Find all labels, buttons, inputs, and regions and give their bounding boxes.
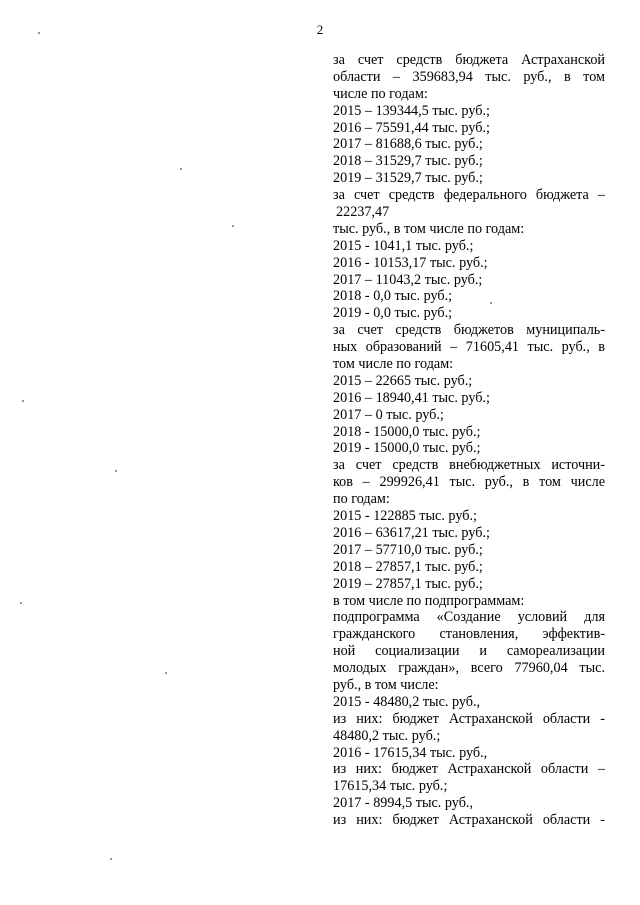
text-line: 2019 – 31529,7 тыс. руб.;	[333, 170, 483, 187]
text-line: из них: бюджет Астраханской области –	[333, 761, 605, 778]
scan-speck	[38, 32, 40, 34]
scan-speck	[110, 858, 112, 860]
text-line: по годам:	[333, 491, 390, 508]
scan-speck	[232, 225, 234, 227]
scan-speck	[115, 470, 117, 472]
text-line: 2018 - 15000,0 тыс. руб.;	[333, 423, 481, 440]
text-line: 2019 - 0,0 тыс. руб.;	[333, 305, 453, 322]
text-line: 2017 – 57710,0 тыс. руб.;	[333, 541, 483, 558]
text-line: руб., в том числе:	[333, 676, 439, 693]
text-line: в том числе по подпрограммам:	[333, 592, 525, 609]
text-line: 2015 – 22665 тыс. руб.;	[333, 372, 473, 389]
funding-text-block	[333, 52, 605, 829]
scan-speck	[165, 672, 167, 674]
text-line: из них: бюджет Астраханской области -	[333, 710, 605, 727]
text-line: ных образований – 71605,41 тыс. руб., в	[333, 339, 605, 356]
text-line: за счет средств федерального бюджета –	[333, 187, 605, 204]
text-line: 2018 – 27857,1 тыс. руб.;	[333, 558, 483, 575]
text-line: молодых граждан», всего 77960,04 тыс.	[333, 660, 605, 677]
text-line: за счет средств бюджета Астраханской	[333, 52, 605, 68]
text-line: 2015 – 139344,5 тыс. руб.;	[333, 102, 490, 119]
text-line: 2017 – 81688,6 тыс. руб.;	[333, 136, 483, 153]
text-line: 2015 - 48480,2 тыс. руб.,	[333, 693, 481, 710]
scan-speck	[490, 302, 492, 304]
text-line: 2018 - 0,0 тыс. руб.;	[333, 288, 453, 305]
text-line: 2017 – 0 тыс. руб.;	[333, 406, 444, 423]
text-line: 22237,47	[336, 204, 390, 221]
text-line: 17615,34 тыс. руб.;	[333, 778, 448, 795]
scan-speck	[180, 168, 182, 170]
text-line: за счет средств бюджетов муниципаль-	[333, 322, 605, 339]
text-line: 2016 – 18940,41 тыс. руб.;	[333, 389, 490, 406]
text-line: 2019 - 15000,0 тыс. руб.;	[333, 440, 481, 457]
text-line: 48480,2 тыс. руб.;	[333, 727, 441, 744]
text-line: 2017 - 8994,5 тыс. руб.,	[333, 795, 474, 812]
text-line: за счет средств внебюджетных источни-	[333, 457, 605, 474]
text-line: из них: бюджет Астраханской области -	[333, 812, 605, 829]
text-line: 2015 - 1041,1 тыс. руб.;	[333, 237, 474, 254]
text-line: 2016 – 63617,21 тыс. руб.;	[333, 524, 490, 541]
page-number: 2	[316, 22, 324, 37]
text-line: числе по годам:	[333, 85, 428, 102]
text-line: 2016 - 10153,17 тыс. руб.;	[333, 254, 488, 271]
text-line: подпрограмма «Создание условий для	[333, 609, 605, 626]
text-line: ной социализации и самореализации	[333, 643, 605, 660]
text-line: 2015 - 122885 тыс. руб.;	[333, 508, 477, 525]
text-line: ков – 299926,41 тыс. руб., в том числе	[333, 474, 605, 491]
scan-speck	[20, 602, 22, 604]
text-line: 2017 – 11043,2 тыс. руб.;	[333, 271, 483, 288]
text-line: 2016 – 75591,44 тыс. руб.;	[333, 119, 490, 136]
scan-speck	[22, 400, 24, 402]
text-line: области – 359683,94 тыс. руб., в том	[333, 68, 605, 85]
text-line: 2018 – 31529,7 тыс. руб.;	[333, 153, 483, 170]
text-line: 2016 - 17615,34 тыс. руб.,	[333, 744, 488, 761]
text-line: 2019 – 27857,1 тыс. руб.;	[333, 575, 483, 592]
text-line: тыс. руб., в том числе по годам:	[333, 220, 525, 237]
text-line: том числе по годам:	[333, 356, 454, 373]
text-line: гражданского становления, эффектив-	[333, 626, 605, 643]
